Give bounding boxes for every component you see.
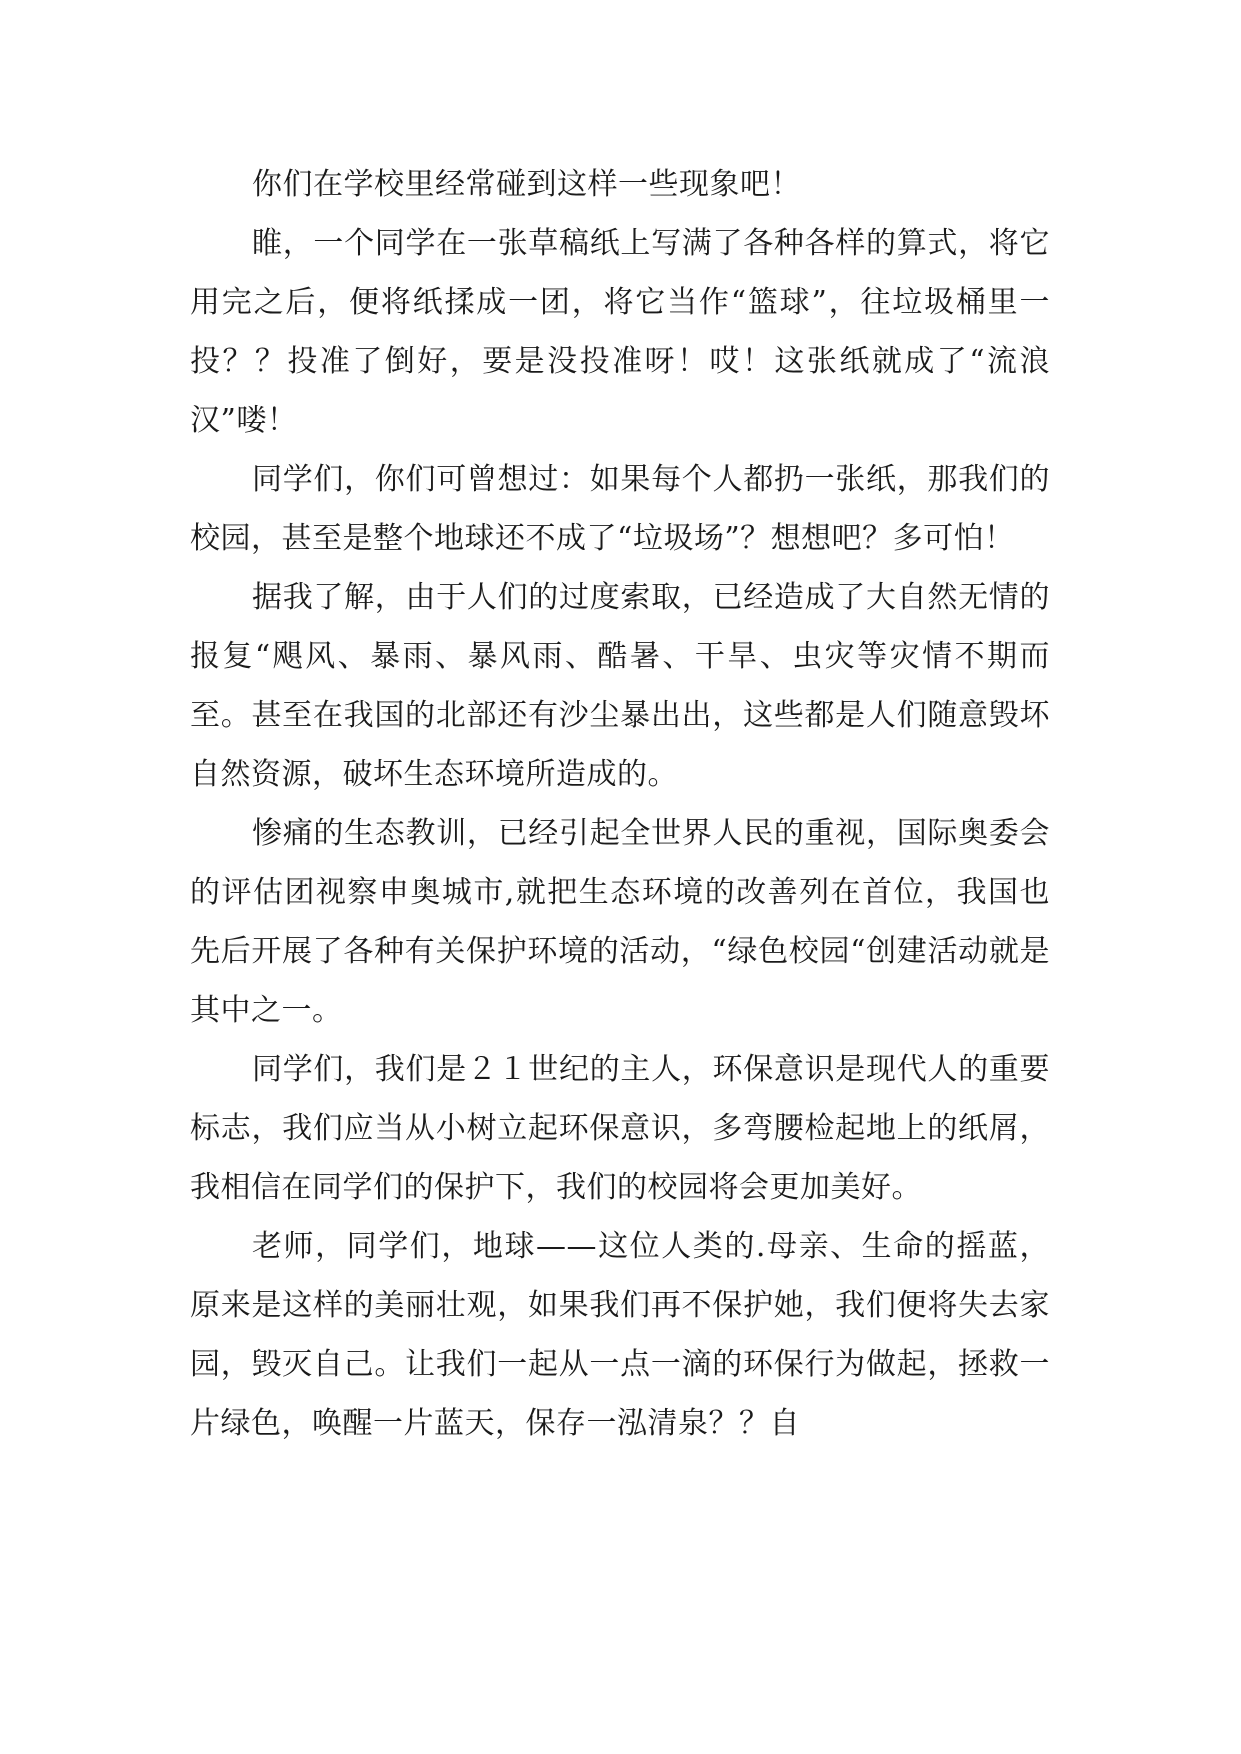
paragraph-5: 惨痛的生态教训，已经引起全世界人民的重视，国际奥委会的评估团视察申奥城市,就把生态环境的改善列在首位，我国也先后开展了各种有关保护环境的活动，“绿色校园“创建活动就是其中之一。 bbox=[190, 816, 1050, 1028]
paragraph-4: 据我了解，由于人们的过度索取，已经造成了大自然无情的报复“飓风、暴雨、暴风雨、酷暑、干旱、虫灾等灾情不期而至。甚至在我国的北部还有沙尘暴出出，这些都是人们随意毁坏自然资源，破坏生态环境所造成的。 bbox=[190, 580, 1050, 792]
paragraph-1: 你们在学校里经常碰到这样一些现象吧！ bbox=[252, 167, 801, 202]
document-body bbox=[190, 155, 1050, 1453]
paragraph-6: 同学们，我们是２１世纪的主人，环保意识是现代人的重要标志，我们应当从小树立起环保意识，多弯腰检起地上的纸屑，我相信在同学们的保护下，我们的校园将会更加美好。 bbox=[190, 1052, 1050, 1205]
paragraph-7: 老师，同学们，地球——这位人类的.母亲、生命的摇蓝，原来是这样的美丽壮观，如果我们再不保护她，我们便将失去家园，毁灭自己。让我们一起从一点一滴的环保行为做起，拯救一片绿色，唤醒一片蓝天，保存一泓清泉？？自 bbox=[190, 1229, 1050, 1441]
paragraph-3: 同学们，你们可曾想过：如果每个人都扔一张纸，那我们的校园，甚至是整个地球还不成了“垃圾场”？想想吧？多可怕！ bbox=[190, 462, 1050, 556]
paragraph-2: 睢，一个同学在一张草稿纸上写满了各种各样的算式，将它用完之后，便将纸揉成一团，将它当作“篮球”，往垃圾桶里一投？？投准了倒好，要是没投准呀！哎！这张纸就成了“流浪汉”喽！ bbox=[190, 226, 1050, 438]
